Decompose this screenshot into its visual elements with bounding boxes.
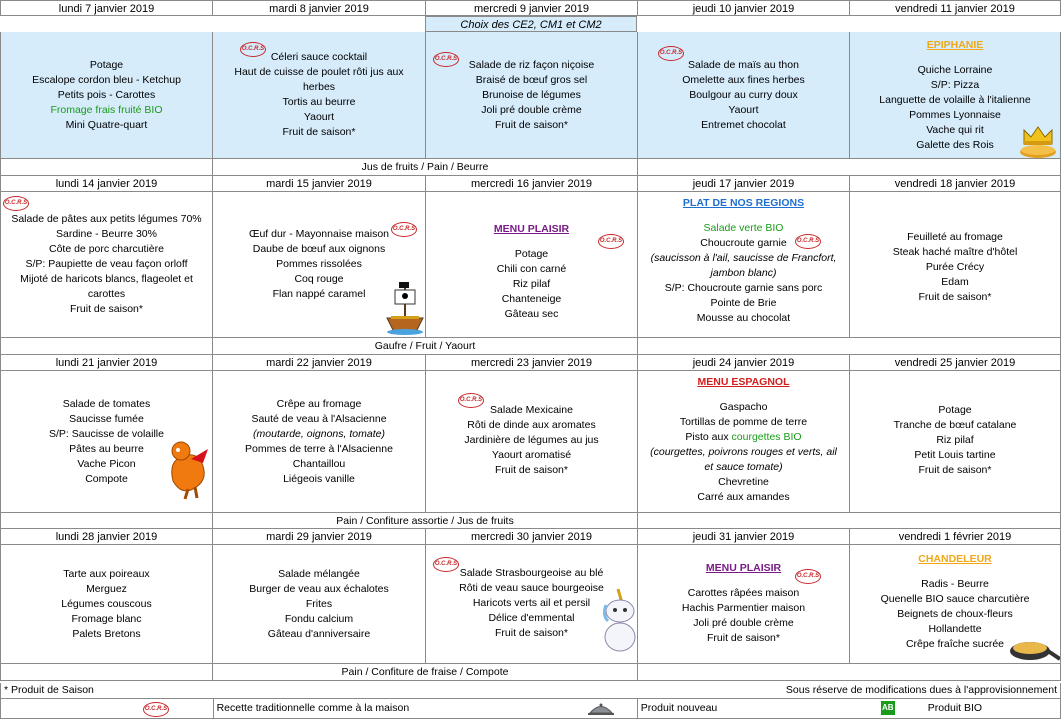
- snack-text: Jus de fruits / Pain / Beurre: [213, 159, 638, 176]
- day-header: mardi 22 janvier 2019: [213, 355, 426, 371]
- day-header: vendredi 18 janvier 2019: [850, 176, 1061, 192]
- day-header: jeudi 24 janvier 2019: [638, 355, 850, 371]
- dish: Pommes Lyonnaise: [909, 108, 1001, 121]
- menu-cell-tue: [213, 192, 426, 338]
- dish: Carottes râpées maison: [687, 587, 800, 599]
- dish: Mijoté de haricots blancs, flageolet et: [20, 273, 193, 285]
- theme-title: MENU ESPAGNOL: [697, 376, 790, 388]
- menu-cell-wed: [426, 32, 638, 159]
- dish: Riz pilaf: [512, 278, 551, 290]
- ocrs-badge-icon: O.C.R.S: [458, 393, 484, 408]
- dish: Gaspacho: [719, 401, 768, 413]
- dish: Edam: [941, 276, 969, 288]
- dish: Mini Quatre-quart: [65, 118, 148, 131]
- ocrs-badge-icon: O.C.R.S: [433, 557, 459, 572]
- dish: Entremet chocolat: [701, 118, 786, 131]
- theme-title: PLAT DE NOS REGIONS: [682, 197, 805, 209]
- dish: Compote: [85, 472, 128, 485]
- dish: Riz pilaf: [936, 434, 974, 446]
- ocrs-badge-icon: O.C.R.S: [433, 52, 459, 67]
- dish: Joli pré double crème: [481, 103, 582, 116]
- menu-cell-tue: [213, 32, 426, 159]
- dish: Braisé de bœuf gros sel: [475, 73, 588, 86]
- menu-cell-mon: [0, 32, 213, 159]
- menu-cell-fri: [850, 371, 1061, 513]
- dish: Carré aux amandes: [697, 491, 790, 503]
- dish: Fruit de saison*: [495, 118, 568, 131]
- dish: Fruit de saison*: [495, 464, 568, 476]
- menu-cell-thu: [638, 371, 850, 513]
- dish-detail: (moutarde, oignons, tomate): [253, 428, 385, 440]
- dish: Délice d'emmental: [488, 612, 575, 624]
- dish-bio: Fromage frais fruité BIO: [50, 103, 163, 116]
- day-header: mardi 29 janvier 2019: [213, 529, 426, 545]
- week4-header-row: [0, 529, 1061, 545]
- dish: Merguez: [86, 582, 127, 595]
- dish: Burger de veau aux échalotes: [249, 582, 389, 595]
- dish: Hollandette: [928, 623, 982, 635]
- day-header: mercredi 9 janvier 2019: [426, 0, 638, 16]
- dish: Flan nappé caramel: [272, 288, 366, 300]
- dish: [642, 430, 845, 445]
- dish: Fruit de saison*: [282, 126, 356, 138]
- dish: Vache Picon: [77, 457, 136, 470]
- dish: Salade de pâtes aux petits légumes 70%: [11, 213, 202, 225]
- dish: Hachis Parmentier maison: [681, 602, 806, 614]
- dish: Rôti de dinde aux aromates: [467, 419, 596, 431]
- dish: Escalope cordon bleu - Ketchup: [32, 73, 181, 86]
- menu-cell-thu: [638, 545, 850, 664]
- menu-cell-tue: [213, 371, 426, 513]
- day-header: mercredi 23 janvier 2019: [426, 355, 638, 371]
- dish: Salade de maïs au thon: [688, 58, 799, 71]
- menu-cell-wed: [426, 192, 638, 338]
- dish: Quenelle BIO sauce charcutière: [880, 593, 1030, 605]
- dish: Saucisse fumée: [69, 412, 144, 425]
- dish-text: Pisto aux: [685, 431, 732, 443]
- dish: Boulgour au curry doux: [689, 88, 798, 101]
- dish: Palets Bretons: [72, 627, 141, 640]
- week3-header-row: [0, 355, 1061, 371]
- menu-cell-tue: [213, 545, 426, 664]
- dish: Chanteneige: [501, 293, 562, 305]
- dish: Fromage blanc: [71, 612, 142, 625]
- day-header: mercredi 30 janvier 2019: [426, 529, 638, 545]
- dish: Frites: [305, 597, 333, 610]
- dish: Purée Crécy: [925, 261, 985, 273]
- menu-cell-wed: [426, 371, 638, 513]
- dish: herbes: [302, 81, 336, 93]
- dish: Fondu calcium: [284, 612, 354, 625]
- dish: Fruit de saison*: [70, 303, 143, 315]
- theme-title: CHANDELEUR: [918, 553, 992, 565]
- dish: Fruit de saison*: [707, 632, 780, 644]
- snack-text: Pain / Confiture assortie / Jus de fruits: [213, 513, 638, 529]
- menu-cell-wed: [426, 545, 638, 664]
- dish: Galette des Rois: [916, 138, 994, 151]
- ocrs-badge-icon: O.C.R.S: [3, 196, 29, 211]
- dish: Céleri sauce cocktail: [270, 51, 368, 63]
- dish-detail: jambon blanc): [710, 267, 777, 279]
- dish: Salade de riz façon niçoise: [468, 58, 595, 71]
- day-header: mercredi 16 janvier 2019: [426, 176, 638, 192]
- dish: Fruit de saison*: [495, 627, 568, 639]
- dish: Radis - Beurre: [921, 578, 989, 590]
- dish: Crêpe fraîche sucrée: [905, 638, 1005, 650]
- week2-menu-row: [0, 192, 1061, 338]
- dish: Salade Mexicaine: [490, 404, 573, 416]
- dish: Potage: [89, 58, 124, 71]
- snack-row: [0, 159, 1061, 176]
- dish: Pommes rissolées: [276, 258, 362, 270]
- day-header: jeudi 31 janvier 2019: [638, 529, 850, 545]
- choice-note: Choix des CE2, CM1 et CM2: [425, 16, 637, 32]
- dish: Liégeois vanille: [283, 473, 355, 485]
- dish: Chantaillou: [292, 458, 346, 470]
- snack-row: [0, 664, 1061, 681]
- ocrs-badge-icon: O.C.R.S: [795, 234, 821, 249]
- dish: Gâteau d'anniversaire: [267, 627, 371, 640]
- dish: Fruit de saison*: [918, 291, 992, 303]
- day-header: vendredi 25 janvier 2019: [850, 355, 1061, 371]
- week1-header-row: [0, 0, 1061, 16]
- dish: S/P: Pizza: [930, 78, 980, 91]
- pirate-ship-icon: [385, 280, 425, 336]
- dish: Quiche Lorraine: [917, 63, 993, 76]
- dish: Légumes couscous: [61, 597, 152, 610]
- dish: S/P: Paupiette de veau façon orloff: [25, 258, 188, 270]
- dish-detail: (saucisson à l'ail, saucisse de Francfort,: [650, 252, 837, 264]
- ocrs-badge-icon: O.C.R.S: [143, 702, 169, 717]
- legend-nouveau: Produit nouveau: [640, 702, 718, 714]
- snack-row: [0, 338, 1061, 355]
- dish-detail: (courgettes, poivrons rouges et verts, ail: [650, 446, 837, 458]
- dish: Coq rouge: [294, 273, 344, 285]
- menu-cell-fri: [850, 192, 1061, 338]
- dish: Chevretine: [718, 476, 769, 488]
- menu-cell-mon: [0, 371, 213, 513]
- theme-title: MENU PLAISIR: [493, 223, 570, 235]
- dish: Pointe de Brie: [710, 297, 777, 309]
- day-header: lundi 28 janvier 2019: [0, 529, 213, 545]
- dish: Petit Louis tartine: [914, 449, 996, 461]
- cloche-icon: [588, 702, 614, 716]
- crown-galette-icon: [1018, 124, 1058, 160]
- week4-menu-row: [0, 545, 1061, 664]
- dragon-icon: [163, 441, 213, 501]
- dish: Tortillas de pomme de terre: [679, 416, 808, 428]
- snack-row: [0, 513, 1061, 529]
- day-header: vendredi 1 février 2019: [850, 529, 1061, 545]
- dish: Vache qui rit: [926, 123, 984, 136]
- day-header: mardi 8 janvier 2019: [213, 0, 426, 16]
- dish: Beignets de choux-fleurs: [897, 608, 1013, 620]
- dish: Omelette aux fines herbes: [682, 73, 805, 86]
- dish: Salade mélangée: [278, 567, 360, 580]
- menu-cell-fri: [850, 32, 1061, 159]
- legend-bio: Produit BIO: [927, 702, 983, 714]
- menu-cell-thu: [638, 32, 850, 159]
- dish: Œuf dur - Mayonnaise maison: [248, 228, 390, 240]
- day-header: vendredi 11 janvier 2019: [850, 0, 1061, 16]
- theme-title: EPIPHANIE: [926, 38, 984, 51]
- ocrs-badge-icon: O.C.R.S: [240, 42, 266, 57]
- dish-detail: et sauce tomate): [704, 461, 783, 473]
- day-header: jeudi 17 janvier 2019: [638, 176, 850, 192]
- dish: Salade Strasbourgeoise au blé: [459, 567, 604, 579]
- week2-header-row: [0, 176, 1061, 192]
- menu-cell-mon: [0, 192, 213, 338]
- dish: Tranche de bœuf catalane: [893, 419, 1017, 431]
- crepe-pan-icon: [1008, 633, 1060, 663]
- dish: Yaourt aromatisé: [491, 449, 572, 461]
- bio-ab-icon: AB: [881, 701, 895, 715]
- dish: Tarte aux poireaux: [63, 567, 150, 580]
- dish: Potage: [514, 248, 549, 260]
- seasonal-note: * Produit de Saison: [4, 684, 94, 696]
- unicorn-icon: [598, 585, 642, 655]
- dish: Jardinière de légumes au jus: [464, 434, 599, 446]
- dish: Languette de volaille à l'italienne: [879, 93, 1031, 106]
- week1-menu-row: [0, 32, 1061, 159]
- dish: Petits pois - Carottes: [57, 88, 156, 101]
- snack-text: Gaufre / Fruit / Yaourt: [213, 338, 638, 355]
- day-header: lundi 7 janvier 2019: [0, 0, 213, 16]
- snack-text: Pain / Confiture de fraise / Compote: [213, 664, 638, 681]
- dish: Sauté de veau à l'Alsacienne: [251, 413, 387, 425]
- day-header: jeudi 10 janvier 2019: [638, 0, 850, 16]
- dish: Daube de bœuf aux oignons: [252, 243, 386, 255]
- dish: Yaourt: [303, 111, 335, 123]
- reserve-note: Sous réserve de modifications dues à l'approvisionnement: [785, 684, 1057, 696]
- dish: Steak haché maître d'hôtel: [892, 246, 1018, 258]
- dish: carottes: [87, 288, 126, 300]
- dish: Mousse au chocolat: [696, 312, 791, 324]
- dish: Haut de cuisse de poulet rôti jus aux: [234, 66, 404, 78]
- dish: Pommes de terre à l'Alsacienne: [245, 443, 393, 455]
- dish: Choucroute garnie: [700, 237, 787, 249]
- menu-cell-thu: [638, 192, 850, 338]
- dish-bio: Salade verte BIO: [703, 222, 784, 234]
- day-header: lundi 14 janvier 2019: [0, 176, 213, 192]
- day-header: lundi 21 janvier 2019: [0, 355, 213, 371]
- legend-recette: Recette traditionnelle comme à la maison: [216, 702, 410, 714]
- dish: Salade de tomates: [62, 397, 151, 410]
- dish: Gâteau sec: [504, 308, 559, 320]
- dish-bio: courgettes BIO: [731, 431, 802, 443]
- dish: S/P: Saucisse de volaille: [49, 427, 164, 440]
- dish: Joli pré double crème: [693, 617, 794, 629]
- dish: Côte de porc charcutière: [49, 243, 164, 255]
- day-header: mardi 15 janvier 2019: [213, 176, 426, 192]
- dish: Chili con carné: [496, 263, 567, 275]
- dish: Sardine - Beurre 30%: [56, 228, 157, 240]
- theme-title: MENU PLAISIR: [705, 562, 782, 574]
- dish: Potage: [938, 404, 972, 416]
- week3-menu-row: [0, 371, 1061, 513]
- ocrs-badge-icon: O.C.R.S: [391, 222, 417, 237]
- dish: Pâtes au beurre: [69, 442, 144, 455]
- menu-cell-mon: [0, 545, 213, 664]
- menu-cell-fri: [850, 545, 1061, 664]
- dish: S/P: Choucroute garnie sans porc: [664, 282, 823, 294]
- ocrs-badge-icon: O.C.R.S: [795, 569, 821, 584]
- dish: Fruit de saison*: [918, 464, 992, 476]
- dish: Crêpe au fromage: [276, 398, 362, 410]
- dish: Brunoise de légumes: [482, 88, 581, 101]
- ocrs-badge-icon: O.C.R.S: [598, 234, 624, 249]
- dish: Feuilleté au fromage: [907, 231, 1003, 243]
- dish: Yaourt: [728, 103, 759, 116]
- dish: Haricots verts ail et persil: [472, 597, 591, 609]
- ocrs-badge-icon: O.C.R.S: [658, 46, 684, 61]
- dish: Rôti de veau sauce bourgeoise: [459, 582, 604, 594]
- dish: Tortis au beurre: [282, 96, 356, 108]
